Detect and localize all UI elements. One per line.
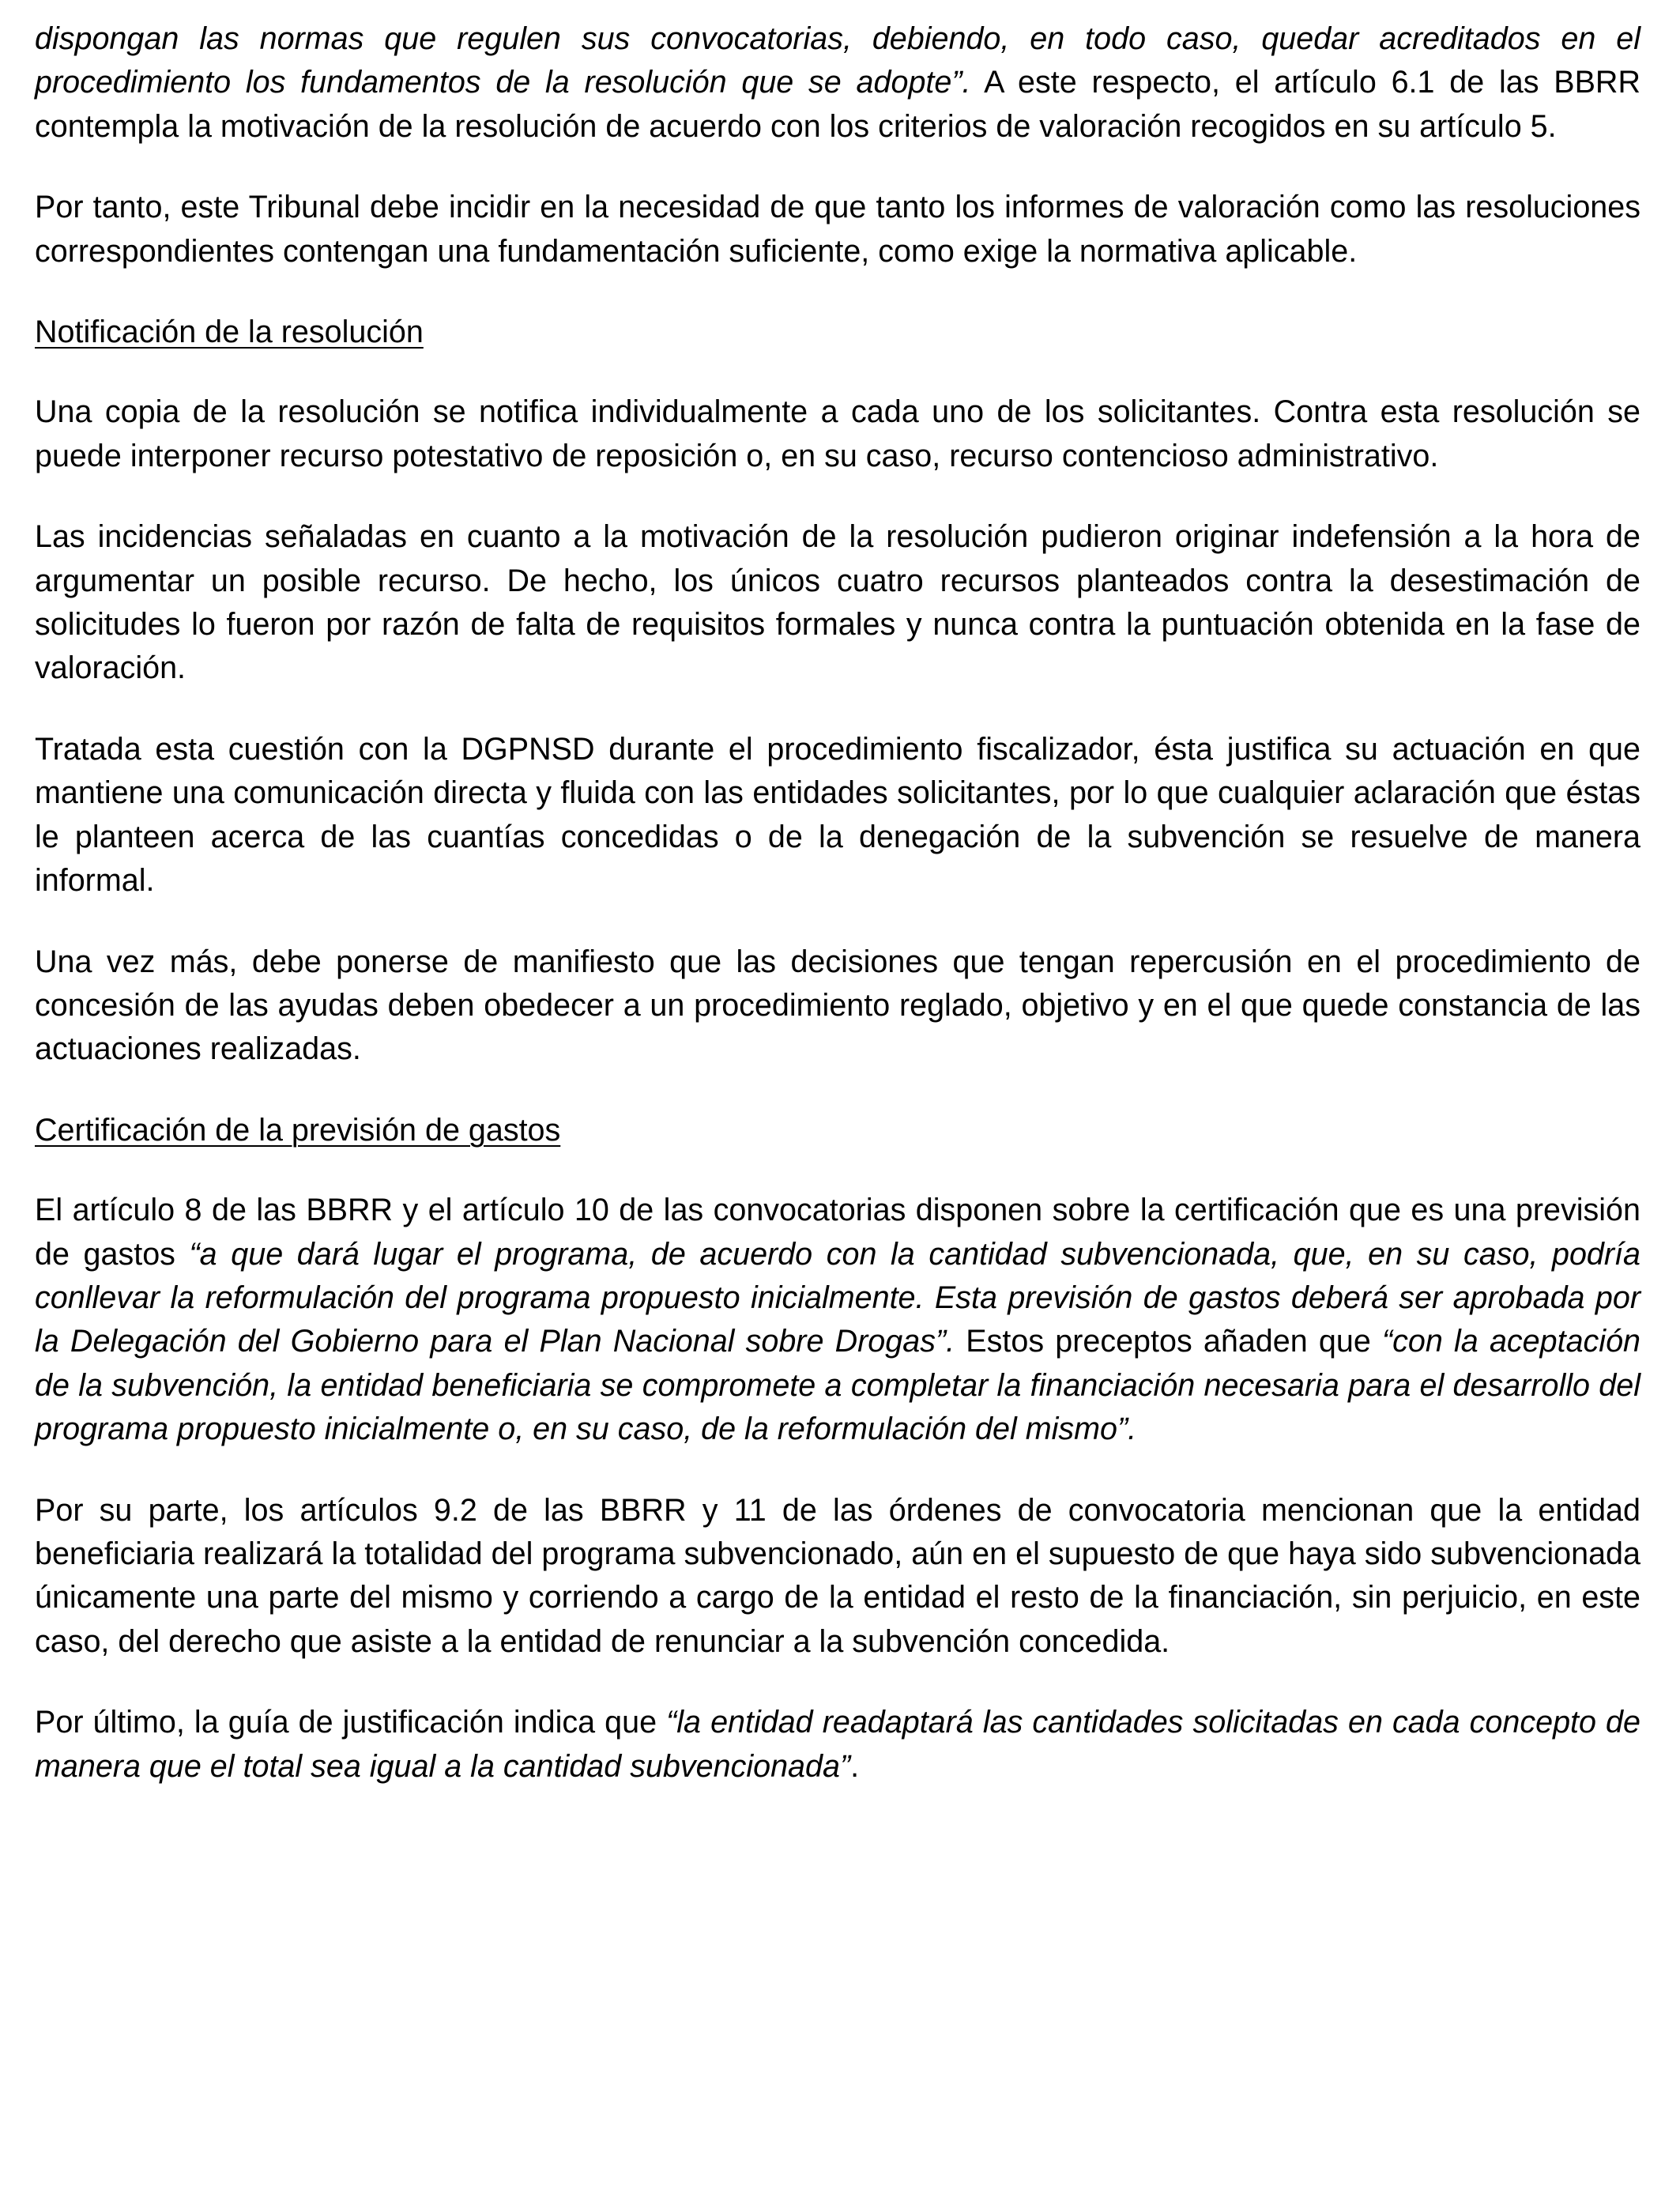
text-run: dispongan las normas que regulen sus convocatorias, debiendo, en todo caso, quedar acreditados en el procedimiento los fundamentos de la resolución que se adopte”. (35, 21, 1640, 100)
text-run-quote: “la entidad readaptará las cantidades solicitadas en cada concepto de manera que el total sea igual a la cantidad subvencionada” (35, 1705, 1640, 1784)
document-page (35, 17, 1640, 1826)
text-run: A este respecto, el artículo 6.1 de las BBRR contempla la motivación de la resolución de acuerdo con los criterios de valoración recogidos en su artículo 5. (35, 65, 1640, 144)
text-run: Estos preceptos añaden que (955, 1324, 1382, 1359)
paragraph-dgpnsd (35, 728, 1640, 903)
text-run: Las incidencias señaladas en cuanto a la motivación de la resolución pudieron originar indefensión a la hora de argumentar un posible recurso. De hecho, los únicos cuatro recursos planteados contra la desestimación de solicitudes lo fueron por razón de falta de requisitos formales y nunca contra la puntuación obtenida en la fase de valoración. (35, 519, 1640, 686)
text-run: Una copia de la resolución se notifica individualmente a cada uno de los solicitantes. Contra esta resolución se puede interponer recurso potestativo de reposición o, en su caso, recurso contencioso administrativo. (35, 394, 1640, 473)
text-run-quote: “con la aceptación de la subvención, la entidad beneficiaria se compromete a completar la financiación necesaria para el desarrollo del programa propuesto inicialmente o, en su caso, de la reformulación del mismo”. (35, 1324, 1641, 1447)
text-run: El artículo 8 de las BBRR y el artículo 10 de las convocatorias disponen sobre la certificación que es una previsión de gastos (35, 1193, 1640, 1272)
text-run: Una vez más, debe ponerse de manifiesto que las decisiones que tengan repercusión en el procedimiento de concesión de las ayudas deben obedecer a un procedimiento reglado, objetivo y en el que quede constancia de las actuaciones realizadas. (35, 944, 1640, 1067)
text-run-quote: “a que dará lugar el programa, de acuerdo con la cantidad subvencionada, que, en su caso, podría conllevar la reformulación del programa propuesto inicialmente. Esta previsión de gastos deberá ser aprobada por la Delegación del Gobierno para el Plan Nacional sobre Drogas”. (35, 1236, 1640, 1359)
paragraph-motivation-quote (35, 17, 1640, 149)
paragraph-articulo-8 (35, 1189, 1640, 1451)
text-run: Por tanto, este Tribunal debe incidir en la necesidad de que tanto los informes de valoración como las resoluciones correspondientes contengan una fundamentación suficiente, como exige la normativa aplicable. (35, 190, 1640, 269)
paragraph-incidencias (35, 515, 1640, 691)
text-run: . (850, 1748, 860, 1784)
paragraph-guia-justificacion (35, 1701, 1640, 1789)
section-heading-notificacion: Notificación de la resolución (35, 315, 424, 350)
paragraph-una-vez-mas (35, 941, 1640, 1072)
section-heading-certificacion: Certificación de la previsión de gastos (35, 1112, 561, 1148)
paragraph-articulos-9-2 (35, 1489, 1640, 1664)
paragraph-tribunal-conclusion (35, 186, 1640, 273)
paragraph-notificacion (35, 390, 1640, 478)
text-run: Tratada esta cuestión con la DGPNSD durante el procedimiento fiscalizador, ésta justifica su actuación en que mantiene una comunicación directa y fluida con las entidades solicitantes, por lo que cualquier aclaración que éstas le planteen acerca de las cuantías concedidas o de la denegación de la subvención se resuelve de manera informal. (35, 731, 1640, 899)
text-run: Por último, la guía de justificación indica que (35, 1705, 667, 1740)
text-run: Por su parte, los artículos 9.2 de las BBRR y 11 de las órdenes de convocatoria mencionan que la entidad beneficiaria realizará la totalidad del programa subvencionado, aún en el supuesto de que haya sido subvencionada únicamente una parte del mismo y corriendo a cargo de la entidad el resto de la financiación, sin perjuicio, en este caso, del derecho que asiste a la entidad de renunciar a la subvención concedida. (35, 1492, 1640, 1659)
